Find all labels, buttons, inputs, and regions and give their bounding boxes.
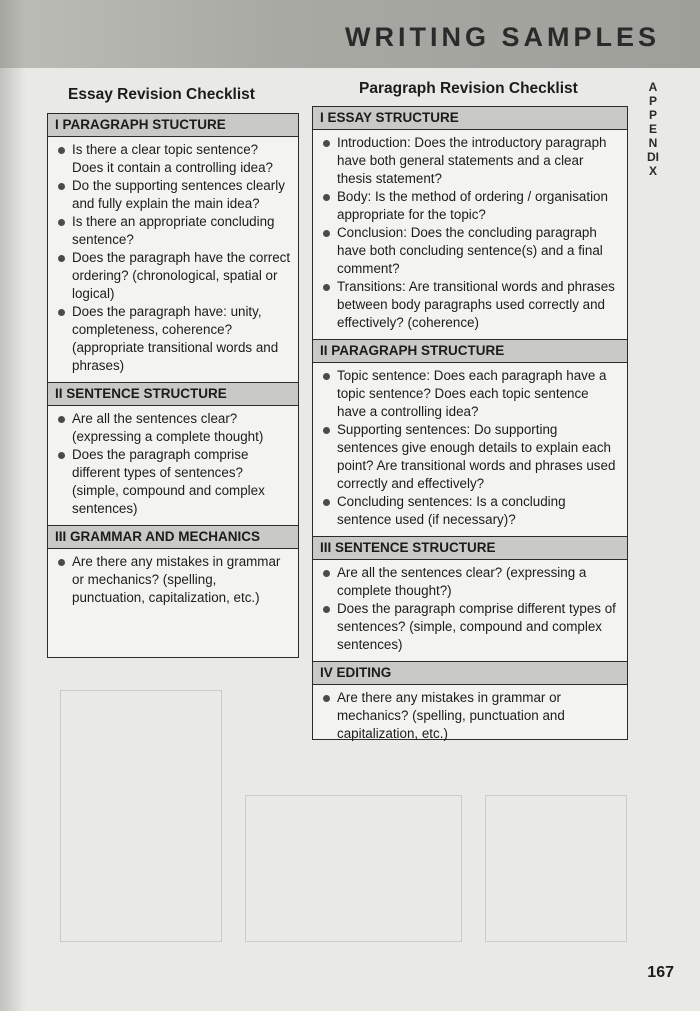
checklist — [48, 549, 298, 611]
checklist-item: Supporting sentences: Do supporting sentences give enough details to explain each point? Are transitional words and phrases used correctly and effectively? — [323, 421, 621, 493]
checklist-item: Is there an appropriate concluding sentence? — [58, 213, 292, 249]
checklist-item: Introduction: Does the introductory paragraph have both general statements and a clear thesis statement? — [323, 134, 621, 188]
checklist-item: Conclusion: Does the concluding paragraph have both concluding sentence(s) and a final comment? — [323, 224, 621, 278]
checklist — [48, 137, 298, 379]
checklist-item: Are there any mistakes in grammar or mechanics? (spelling, punctuation and capitalization, etc.) — [323, 689, 621, 743]
checklist-item: Transitions: Are transitional words and phrases between body paragraphs used correctly and effectively? (coherence) — [323, 278, 621, 332]
section-heading: I ESSAY STRUCTURE — [313, 107, 627, 130]
paragraph-checklist-title: Paragraph Revision Checklist — [359, 80, 578, 97]
appendix-side-tab: APPENDIX — [647, 80, 659, 178]
section-heading: III GRAMMAR AND MECHANICS — [48, 525, 298, 549]
checklist-item: Does the paragraph comprise different types of sentences? (simple, compound and complex sentences) — [58, 446, 292, 518]
checklist — [313, 560, 627, 658]
checklist-item: Are all the sentences clear? (expressing a complete thought?) — [323, 564, 621, 600]
checklist-item: Does the paragraph comprise different types of sentences? (simple, compound and complex sentences) — [323, 600, 621, 654]
checklist-item: Does the paragraph have: unity, completeness, coherence? (appropriate transitional words and phrases) — [58, 303, 292, 375]
section-heading: IV EDITING — [313, 661, 627, 685]
section-heading: I PARAGRAPH STUCTURE — [48, 114, 298, 137]
page-gutter-shadow — [0, 0, 26, 1011]
paragraph-checklist-box — [312, 106, 628, 740]
checklist-item: Body: Is the method of ordering / organisation appropriate for the topic? — [323, 188, 621, 224]
checklist-item: Are there any mistakes in grammar or mechanics? (spelling, punctuation, capitalization, etc.) — [58, 553, 292, 607]
checklist-item: Does the paragraph have the correct ordering? (chronological, spatial or logical) — [58, 249, 292, 303]
essay-checklist-title: Essay Revision Checklist — [68, 86, 255, 103]
section-heading: III SENTENCE STRUCTURE — [313, 536, 627, 560]
checklist-item: Is there a clear topic sentence? Does it contain a controlling idea? — [58, 141, 292, 177]
checklist — [313, 130, 627, 336]
essay-checklist-box — [47, 113, 299, 658]
checklist — [313, 363, 627, 533]
checklist — [48, 406, 298, 522]
section-heading: II PARAGRAPH STRUCTURE — [313, 339, 627, 363]
checklist — [313, 685, 627, 747]
bleed-through-box — [60, 690, 222, 942]
bleed-through-box — [245, 795, 462, 942]
bleed-through-box — [485, 795, 627, 942]
checklist-item: Concluding sentences: Is a concluding sentence used (if necessary)? — [323, 493, 621, 529]
page-number: 167 — [647, 964, 674, 981]
page-title: WRITING SAMPLES — [345, 22, 660, 52]
checklist-item: Topic sentence: Does each paragraph have a topic sentence? Does each topic sentence have a controlling idea? — [323, 367, 621, 421]
checklist-item: Are all the sentences clear? (expressing a complete thought) — [58, 410, 292, 446]
section-heading: II SENTENCE STRUCTURE — [48, 382, 298, 406]
checklist-item: Do the supporting sentences clearly and fully explain the main idea? — [58, 177, 292, 213]
